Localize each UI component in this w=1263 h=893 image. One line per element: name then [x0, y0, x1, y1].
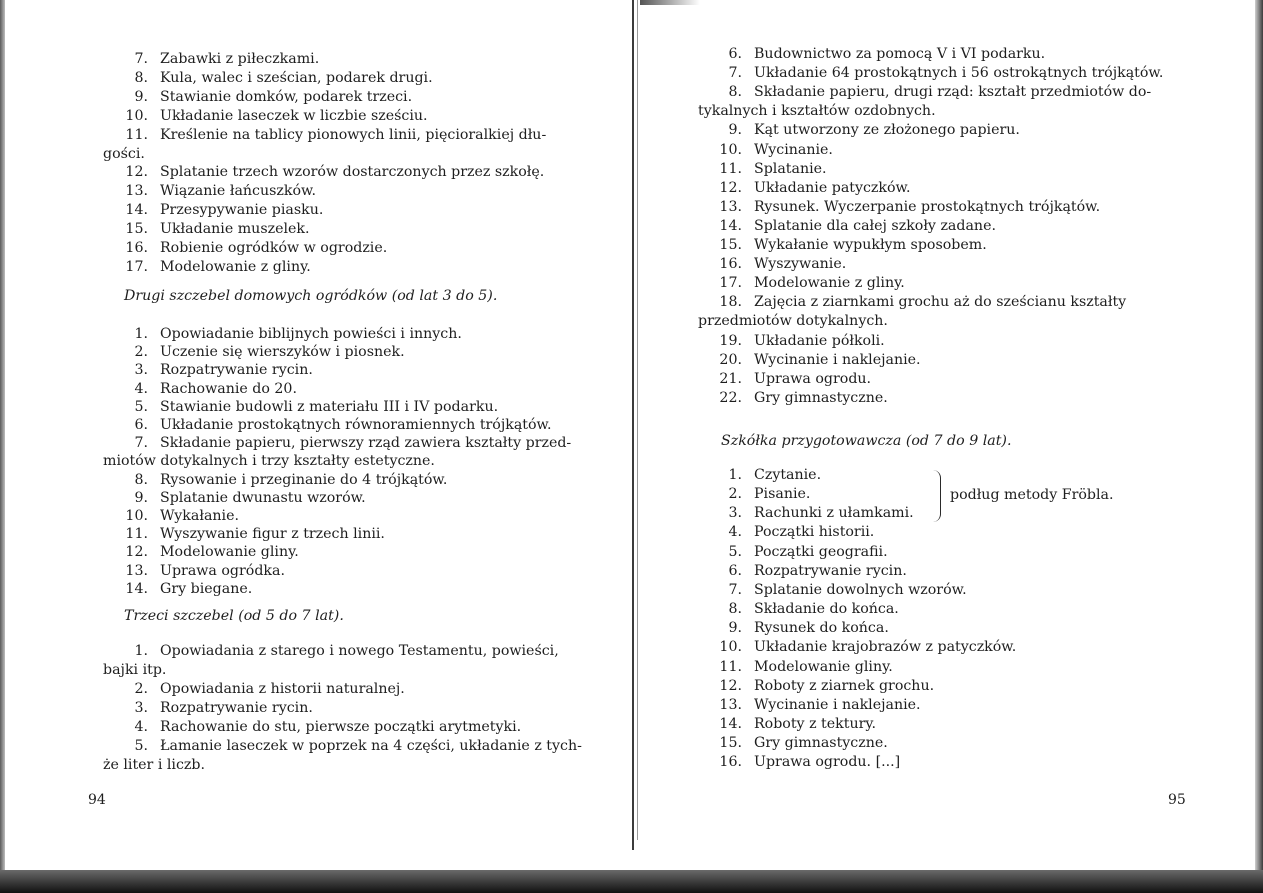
item-text: Gry gimnastyczne.: [754, 735, 888, 752]
item-text: Roboty z tektury.: [754, 715, 877, 732]
item-text: Gry biegane.: [160, 580, 253, 597]
item-number: 16.: [125, 240, 148, 256]
list-item: [702, 333, 885, 350]
item-number: 15.: [125, 221, 148, 238]
item-number: 1.: [728, 467, 742, 483]
item-text: Budownictwo za pomocą V i VI podarku.: [754, 46, 1046, 62]
item-number: 9.: [134, 88, 148, 105]
item-text: Układanie 64 prostokątnych i 56 ostrokątnych trójkątów.: [754, 65, 1164, 82]
list-item: [108, 221, 310, 238]
list-item: [702, 352, 921, 369]
list-item: [702, 486, 810, 503]
item-number: 15.: [719, 237, 742, 253]
item-text: Kula, walec i sześcian, podarek drugi.: [160, 69, 433, 86]
item-number: 5.: [134, 398, 148, 415]
item-text: Splatanie dwunastu wzorów.: [160, 489, 366, 506]
item-number: 16.: [719, 256, 742, 273]
list-item: [702, 544, 888, 561]
item-text: Początki geografii.: [754, 543, 888, 560]
item-text: Zajęcia z ziarnkami grochu aż do sześcianu kształty: [754, 294, 1127, 311]
item-number: 7.: [728, 65, 742, 82]
item-number: 20.: [719, 351, 742, 368]
item-text: Rozpatrywanie rycin.: [160, 700, 313, 716]
item-text-continued: tykalnych i kształtów ozdobnych.: [698, 103, 936, 120]
item-number: 9.: [134, 489, 148, 506]
list-item: [702, 735, 888, 752]
list-item: [108, 508, 239, 525]
item-text: Rachunki z ułamkami.: [754, 505, 914, 522]
list-item: [108, 526, 385, 543]
list-item: [702, 256, 846, 273]
item-number: 2.: [134, 344, 148, 361]
item-text: Robienie ogródków w ogrodzie.: [160, 240, 388, 256]
item-text: Wycinanie i naklejanie.: [754, 351, 921, 368]
item-text: Gry gimnastyczne.: [754, 389, 888, 406]
item-text: Pisanie.: [754, 486, 811, 503]
item-text: Uprawa ogrodu. [...]: [754, 754, 901, 771]
item-text: Modelowanie gliny.: [160, 544, 299, 561]
item-text: Wycinanie i naklejanie.: [754, 696, 921, 713]
item-text: Opowiadania z historii naturalnej.: [160, 681, 405, 697]
item-text: Modelowanie z gliny.: [754, 275, 905, 292]
item-number: 14.: [125, 580, 148, 597]
item-number: 14.: [719, 715, 742, 732]
item-text: Rachowanie do stu, pierwsze początki arytmetyki.: [160, 719, 522, 735]
list-item: [702, 678, 934, 695]
item-text: Układanie krajobrazów z patyczków.: [754, 639, 1017, 656]
list-item: [702, 563, 907, 580]
item-number: 4.: [728, 524, 742, 541]
item-number: 1.: [134, 326, 148, 342]
list-item: [702, 122, 1020, 139]
item-number: 14.: [719, 217, 742, 234]
list-item: [108, 643, 559, 660]
list-item: [108, 381, 297, 398]
item-number: 8.: [728, 601, 742, 618]
page-number: 95: [1168, 792, 1186, 808]
list-item: [108, 127, 546, 144]
item-text: Wyszywanie.: [754, 256, 847, 273]
list-item: [702, 237, 987, 254]
item-number: 14.: [125, 202, 148, 219]
list-item: [108, 70, 433, 87]
item-text: Układanie muszelek.: [160, 221, 310, 238]
item-number: 17.: [125, 258, 148, 275]
item-text: Początki historii.: [754, 524, 875, 541]
item-number: 16.: [719, 754, 742, 771]
list-item: [702, 46, 1045, 63]
scan-bottom-shadow: [0, 870, 1263, 893]
item-text: Modelowanie gliny.: [754, 658, 893, 675]
list-item: [108, 89, 412, 106]
list-item: [103, 757, 205, 774]
list-item: [702, 754, 900, 771]
item-text: Łamanie laseczek w poprzek na 4 części, układanie z tych-: [160, 738, 582, 754]
item-number: 8.: [134, 69, 148, 86]
list-item: [108, 435, 571, 452]
item-text: Opowiadania z starego i nowego Testamentu, powieści,: [160, 643, 559, 659]
list-item: [108, 417, 552, 434]
list-item: [108, 108, 428, 125]
item-text: Układanie półkoli.: [754, 332, 885, 349]
item-number: 18.: [719, 294, 742, 311]
list-item: [103, 662, 166, 679]
list-item: [108, 490, 366, 507]
item-number: 8.: [728, 84, 742, 101]
item-number: 12.: [719, 179, 742, 196]
list-item: [702, 275, 905, 292]
item-text: Stawianie domków, podarek trzeci.: [160, 88, 413, 105]
item-number: 11.: [719, 658, 742, 675]
list-item: [103, 146, 145, 163]
item-text: Splatanie dowolnych wzorów.: [754, 581, 967, 598]
list-item: [108, 563, 285, 580]
list-item: [108, 738, 582, 755]
item-number: 7.: [134, 435, 148, 452]
item-number: 3.: [728, 505, 742, 522]
list-item: [702, 697, 921, 714]
item-text: Rozpatrywanie rycin.: [754, 562, 907, 579]
item-number: 6.: [728, 562, 742, 579]
list-item: [108, 362, 313, 379]
list-item: [702, 84, 1151, 101]
list-item: [702, 218, 996, 235]
item-number: 5.: [728, 543, 742, 560]
list-item: [702, 161, 827, 178]
item-number: 11.: [719, 160, 742, 177]
item-text: Zabawki z piłeczkami.: [160, 51, 320, 67]
item-number: 22.: [719, 389, 742, 406]
section-heading: Szkółka przygotowawcza (od 7 do 9 lat).: [721, 433, 1012, 449]
list-item: [108, 544, 299, 561]
item-text: Uprawa ogrodu.: [754, 370, 872, 387]
item-number: 12.: [719, 677, 742, 694]
item-text: Wyszywanie figur z trzech linii.: [160, 526, 385, 543]
item-number: 12.: [125, 544, 148, 561]
item-text: Kreślenie na tablicy pionowych linii, pięcioralkiej dłu-: [160, 126, 547, 143]
item-number: 7.: [134, 51, 148, 67]
scan-smudge: [640, 0, 700, 5]
item-text: Wykałanie.: [160, 508, 239, 524]
item-text: Wiązanie łańcuszków.: [160, 183, 316, 200]
item-number: 11.: [125, 126, 148, 143]
item-text: Składanie papieru, drugi rząd: kształt przedmiotów do-: [754, 84, 1152, 101]
item-number: 11.: [125, 526, 148, 543]
item-text: Składanie papieru, pierwszy rząd zawiera kształty przed-: [160, 435, 572, 452]
list-item: [108, 183, 316, 200]
list-item: [702, 524, 874, 541]
item-text-continued: bajki itp.: [103, 662, 167, 678]
list-item: [702, 601, 899, 618]
item-number: 13.: [125, 562, 148, 579]
item-number: 15.: [719, 735, 742, 752]
item-text: Uprawa ogródka.: [160, 562, 285, 579]
list-item: [108, 326, 462, 343]
item-number: 9.: [728, 620, 742, 637]
list-item: [103, 453, 435, 470]
item-number: 12.: [125, 164, 148, 181]
list-item: [108, 399, 498, 416]
list-item: [108, 164, 544, 181]
item-text: Rysunek do końca.: [754, 620, 889, 637]
item-number: 17.: [719, 275, 742, 292]
item-number: 2.: [728, 486, 742, 503]
list-item: [108, 700, 313, 717]
list-item: [702, 199, 1100, 216]
item-text: Modelowanie z gliny.: [160, 258, 311, 275]
item-text: Roboty z ziarnek grochu.: [754, 677, 935, 694]
item-text: Wykałanie wypukłym sposobem.: [754, 237, 987, 253]
item-number: 10.: [125, 107, 148, 124]
item-number: 10.: [719, 639, 742, 656]
item-text: Składanie do końca.: [754, 601, 899, 618]
list-item: [702, 142, 833, 159]
section-heading: Drugi szczebel domowych ogródków (od lat 3 do 5).: [124, 288, 498, 304]
item-text: Splatanie trzech wzorów dostarczonych przez szkołę.: [160, 164, 545, 181]
list-item: [108, 202, 323, 219]
scan-edge-left: [0, 0, 5, 893]
page-number: 94: [88, 792, 106, 808]
item-number: 13.: [719, 696, 742, 713]
item-text: Splatanie dla całej szkoły zadane.: [754, 217, 996, 234]
list-item: [702, 620, 889, 637]
book-gutter-shadow: [637, 0, 638, 840]
item-text: Układanie patyczków.: [754, 179, 911, 196]
item-number: 4.: [134, 380, 148, 397]
item-text-continued: gości.: [103, 145, 145, 162]
item-text: Wycinanie.: [754, 141, 833, 158]
item-number: 5.: [134, 738, 148, 754]
list-item: [702, 294, 1126, 311]
list-item: [108, 240, 387, 257]
item-number: 6.: [728, 46, 742, 62]
item-text: Układanie laseczek w liczbie sześciu.: [160, 107, 428, 124]
item-text: Uczenie się wierszyków i piosnek.: [160, 344, 405, 361]
item-number: 21.: [719, 370, 742, 387]
list-item: [702, 716, 876, 733]
item-number: 3.: [134, 700, 148, 716]
list-item: [108, 344, 405, 361]
item-number: 6.: [134, 417, 148, 433]
brace-annotation: podług metody Fröbla.: [950, 487, 1114, 503]
item-number: 13.: [719, 198, 742, 215]
curly-brace: [932, 470, 941, 522]
list-item: [702, 505, 914, 522]
list-item: [108, 581, 252, 598]
list-item: [702, 65, 1163, 82]
list-item: [108, 51, 319, 68]
item-text: Stawianie budowli z materiału III i IV podarku.: [160, 398, 499, 415]
item-text: Opowiadanie biblijnych powieści i innych.: [160, 326, 462, 342]
list-item: [702, 467, 821, 484]
item-text-continued: że liter i liczb.: [103, 757, 205, 773]
item-text: Splatanie.: [754, 160, 827, 177]
list-item: [108, 472, 447, 489]
item-text-continued: miotów dotykalnych i trzy kształty estetyczne.: [103, 453, 435, 470]
list-item: [702, 639, 1016, 656]
item-number: 1.: [134, 643, 148, 659]
item-number: 8.: [134, 471, 148, 488]
list-item: [702, 659, 893, 676]
item-text: Rysunek. Wyczerpanie prostokątnych trójkątów.: [754, 198, 1101, 215]
item-text: Kąt utworzony ze złożonego papieru.: [754, 122, 1020, 139]
item-text: Układanie prostokątnych równoramiennych trójkątów.: [160, 417, 552, 433]
item-text-continued: przedmiotów dotykalnych.: [698, 313, 888, 330]
list-item: [702, 582, 967, 599]
list-item: [108, 719, 521, 736]
item-number: 3.: [134, 362, 148, 379]
item-text: Przesypywanie piasku.: [160, 202, 324, 219]
item-number: 7.: [728, 581, 742, 598]
item-number: 19.: [719, 332, 742, 349]
item-text: Czytanie.: [754, 467, 822, 483]
item-text: Rachowanie do 20.: [160, 380, 297, 397]
item-number: 2.: [134, 681, 148, 697]
list-item: [702, 180, 911, 197]
list-item: [108, 681, 405, 698]
scan-edge-right: [1255, 0, 1263, 893]
item-text: Rozpatrywanie rycin.: [160, 362, 313, 379]
item-number: 9.: [728, 122, 742, 139]
item-text: Rysowanie i przeginanie do 4 trójkątów.: [160, 471, 448, 488]
list-item: [698, 313, 888, 330]
list-item: [702, 371, 871, 388]
item-number: 13.: [125, 183, 148, 200]
item-number: 10.: [125, 508, 148, 524]
list-item: [108, 259, 311, 276]
item-number: 4.: [134, 719, 148, 735]
section-heading: Trzeci szczebel (od 5 do 7 lat).: [124, 608, 344, 624]
item-number: 10.: [719, 141, 742, 158]
list-item: [698, 103, 936, 120]
list-item: [702, 390, 888, 407]
book-gutter: [632, 0, 634, 850]
